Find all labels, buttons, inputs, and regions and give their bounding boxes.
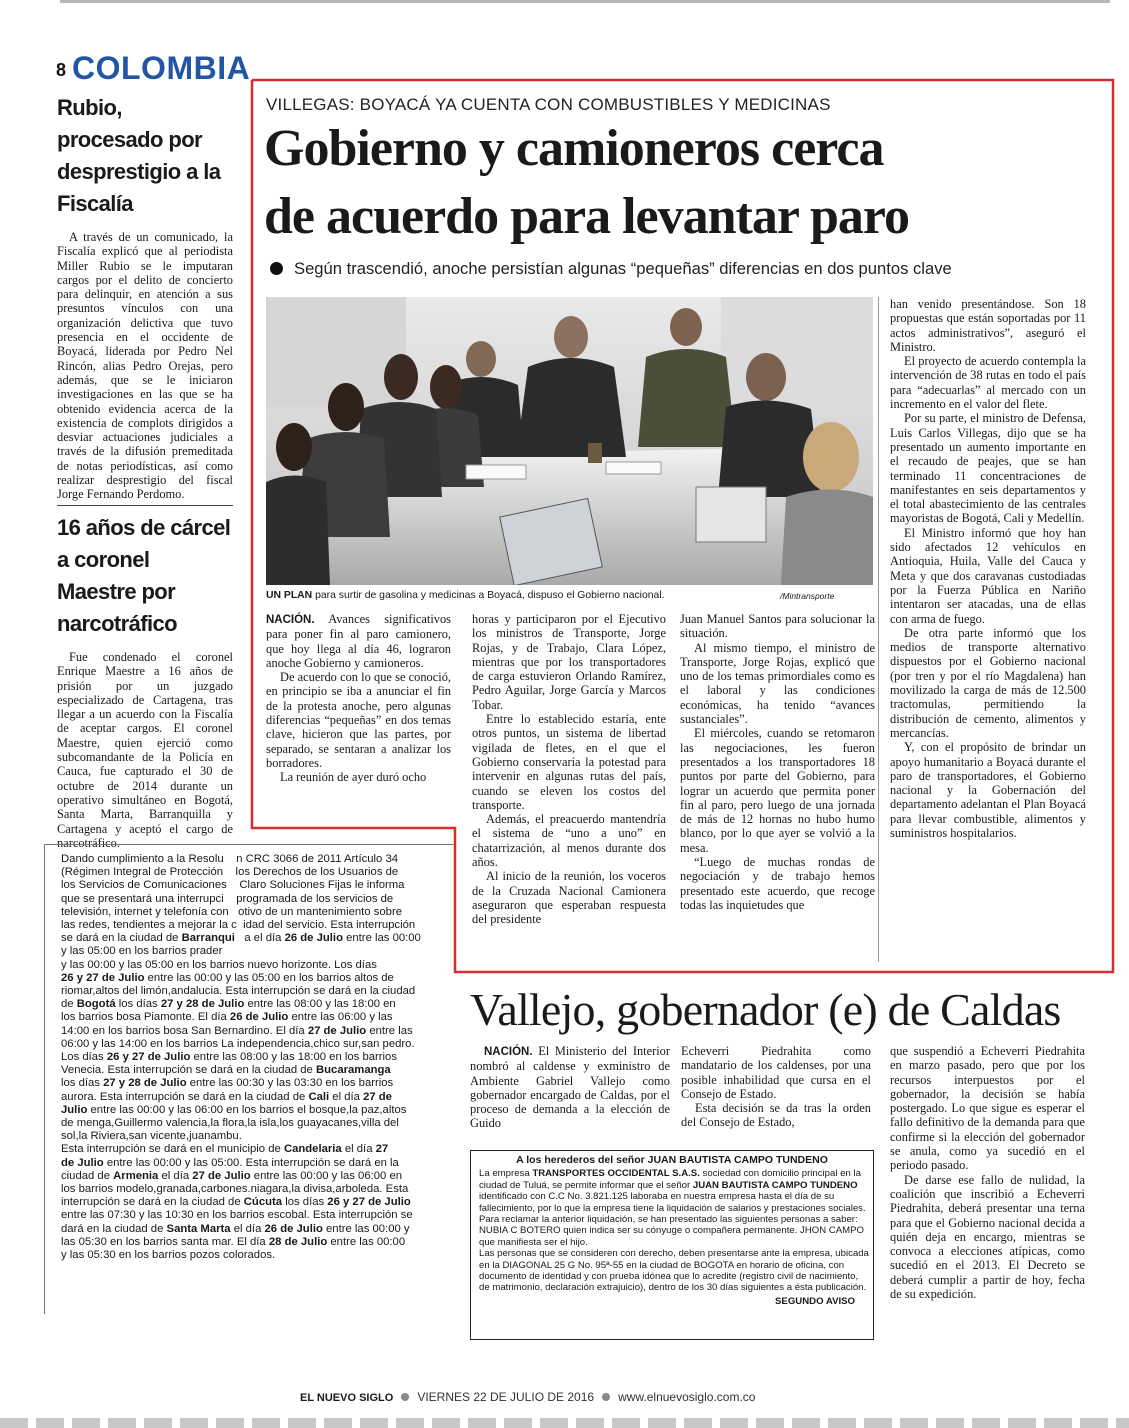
paragraph: El Ministro informó que hoy han sido afectados 12 vehículos en Antioquia, Huila, Valle del Cauca y Meta y que dos caravanas custodiadas por la Fuerza Pública en Nariño intentaron ser atacadas, una de ellas con arma de fuego. xyxy=(890,525,1086,626)
notice-claro-lines xyxy=(61,853,448,1262)
notice-line: aurora. Esta interrupción se dará en la ciudad de Cali el día 27 de xyxy=(61,1090,392,1103)
main-col1-p2: De acuerdo con lo que se conoció, en principio se iba a anunciar el fin de la protesta anoche, pero algunas diferencias “pequeñas” en dos temas clave, hicieron que las partes, por separado, se sentaran a analizar los borradores. xyxy=(266,670,451,770)
main-kicker: VILLEGAS: BOYACÁ YA CUENTA CON COMBUSTIBLES Y MEDICINAS xyxy=(266,95,831,114)
notice-line: y las 05:30 en los barrios pozos colorados. xyxy=(61,1249,276,1262)
paragraph: Al mismo tiempo, el ministro de Transporte, Jorge Rojas, explicó que uno de los temas primordiales como es el laboral y las condiciones económicas, ha tenido “avances sustanciales”. xyxy=(680,640,875,727)
paragraph: De darse ese fallo de nulidad, la coalición que inscribió a Echeverri Piedrahita, deberá presentar una terna para que el Gobierno nacional decida a quién deja en encargo, mientras se convoca a elecciones atípicas, como sucedió en el 2013. El Decreto se deberá cumplir a partir de hoy, fecha de su expedición. xyxy=(890,1172,1085,1302)
story-maestre-body: Fue condenado el coronel Enrique Maestre a 16 años de prisión por un juzgado especializado de Cartagena, tras llegar a un acuerdo con la Fiscalía de aceptar cargos. El coronel Maestre, quien ejerció como subcomandante de la Policía en Cauca, fue capturado el 30 de octubre de 2014 durante un operativo simultáneo en Bogotá, Santa Marta, Barranquilla y Cartagena y aceptó el cargo de narcotráfico. xyxy=(57,650,233,850)
footer-dot-icon-2 xyxy=(602,1393,610,1401)
notice-claro xyxy=(44,844,454,1314)
bottom-strip xyxy=(0,1418,1129,1428)
notice-line: interrupción se dará en la ciudad de Cúcuta los días 26 y 27 de Julio xyxy=(61,1196,411,1209)
notice-line: los Servicios de Comunicaciones Claro Soluciones Fijas le informa xyxy=(61,879,405,892)
notice-line: Las personas que se consideren con derecho, deben presentarse ante la empresa, ubicada xyxy=(479,1248,869,1260)
notice-line: se dará en la ciudad de Barranqui a el día 26 de Julio entre las 00:00 xyxy=(61,932,421,945)
notice-line: La empresa TRANSPORTES OCCIDENTAL S.A.S. sociedad con domicilio principal en la xyxy=(479,1168,861,1180)
notice-line: documento de identidad y con prueba idónea que lo acredite (registro civil de nacimiento, xyxy=(479,1271,859,1283)
notice-line: 06:00 y las 14:00 en los barrios La independencia,chico sur,san pedro. xyxy=(61,1037,415,1050)
notice-line: (Régimen Integral de Protección los Derechos de los Usuarios de xyxy=(61,866,399,879)
notice-heirs-title: A los herederos del señor JUAN BAUTISTA CAMPO TUNDENO xyxy=(516,1154,828,1166)
notice-line: en la DIAGONAL 25 G No. 95ª-55 en la ciudad de BOGOTA en horario de oficina, con xyxy=(479,1259,845,1271)
footer-url: www.elnuevosiglo.com.co xyxy=(618,1390,756,1404)
footer xyxy=(300,1390,1000,1408)
main-headline-line2: de acuerdo para levantar paro xyxy=(264,188,910,245)
paragraph: Esta decisión se da tras la orden del Consejo de Estado, xyxy=(681,1101,871,1130)
section-title: COLOMBIA xyxy=(72,50,251,86)
main-col-1 xyxy=(266,612,451,785)
notice-line: entre las 07:30 y las 10:30 en los barrios escobal. Esta interrupción se xyxy=(61,1209,413,1222)
notice-line: sol,la Riviera,san vicente,juanambu. xyxy=(61,1130,242,1143)
main-col-4 xyxy=(890,297,1086,840)
main-col-2 xyxy=(472,612,666,927)
paragraph: “Luego de muchas rondas de negociación y de trabajo hemos presentado este acuerdo, que recoge todas las inquietudes que xyxy=(680,855,875,912)
notice-line: de menga,Guillermo valencia,la flora,la isla,los guayacanes,villa del xyxy=(61,1117,399,1130)
caption-text: para surtir de gasolina y medicinas a Boyacá, dispuso el Gobierno nacional. xyxy=(315,590,665,601)
paragraph: Por su parte, el ministro de Defensa, Luis Carlos Villegas, dijo que se ha presentado un aumento importante en el recaudo de peajes, que se han terminado 11 concentraciones de manifestantes en seis departamentos y el total abastecimiento de las centrales mayoristas de Bogotá, Cali y Medellín. xyxy=(890,411,1086,526)
notice-line: 14:00 en los barrios bosa San Bernardino. El día 27 de Julio entre las xyxy=(61,1024,413,1037)
footer-date: VIERNES 22 DE JULIO DE 2016 xyxy=(417,1390,595,1404)
meeting-photo xyxy=(266,297,873,585)
notice-line: identificado con C.C No. 3.821.125 laboraba en nuestra empresa hasta el día de su xyxy=(479,1191,835,1203)
main-deck: Según trascendió, anoche persistían algunas “pequeñas” diferencias en dos puntos clave xyxy=(294,259,952,278)
main-col1-p3: La reunión de ayer duró ocho xyxy=(280,770,427,785)
paragraph: De otra parte informó que los medios de transporte alternativo dispuestos por el Gobierno nacional (por tren y por el río Magdalena) han movilizado la carga de más de 12.500 tractomulas, permitiendo la distribución de cemento, alimentos y mercancías. xyxy=(890,625,1086,740)
notice-line: dará en la ciudad de Santa Marta el día 26 de Julio entre las 00:00 y xyxy=(61,1222,410,1235)
photo-caption xyxy=(266,590,786,601)
paragraph: El miércoles, cuando se retomaron las negociaciones, les fueron presentados a los transportadores 18 puntos por parte del Gobierno, para lograr un acuerdo que permita poner fin al paro, pero luego de una jornada de más de 12 hornas no hubo humo blanco, por lo que ayer se volvió a la mesa. xyxy=(680,726,875,855)
second-col-3 xyxy=(890,1044,1085,1301)
main-col1-p1: Avances significativos para poner fin al paro camionero, que hoy llega al día 46, lograron anoche Gobierno y camioneros. xyxy=(266,612,451,670)
notice-line: los días 27 y 28 de Julio entre las 00:30 y las 03:30 en los barrios xyxy=(61,1077,394,1090)
second-headline: Vallejo, gobernador (e) de Caldas xyxy=(470,984,1061,1035)
notice-line: de Bogotá los días 27 y 28 de Julio entre las 08:00 y las 18:00 en xyxy=(61,998,396,1011)
notice-line: que manifiesta ser el hijo. xyxy=(479,1236,588,1248)
footer-brand: EL NUEVO SIGLO xyxy=(300,1392,394,1404)
story-maestre-headline: 16 años de cárcel a coronel Maestre por narcotráfico xyxy=(57,515,231,636)
notice-line: de Julio entre las 00:00 y las 05:00. Esta interrupción se dará en la xyxy=(61,1156,399,1169)
second-col1-text: El Ministerio del Interior nombró al caldense y exministro de Ambiente Gabriel Vallejo como gobernador encargado de Caldas, por el proceso de demanda a la elección de Guido xyxy=(470,1044,670,1131)
notice-line: 26 y 27 de Julio entre las 00:00 y las 05:00 en los barrios altos de xyxy=(61,971,394,984)
notice-line: Dando cumplimiento a la Resolu n CRC 3066 de 2011 Artículo 34 xyxy=(61,853,399,865)
notice-line: fallecimiento, por lo que la empresa tiene la liquidación de salarios y prestaciones sociales. xyxy=(479,1202,866,1214)
notice-line: las 05:30 en los barrios santa mar. El día 28 de Julio entre las 00:00 xyxy=(61,1235,406,1248)
caption-lead: UN PLAN xyxy=(266,590,313,601)
main-headline-line1: Gobierno y camioneros cerca xyxy=(264,120,884,177)
footer-dot-icon xyxy=(401,1393,409,1401)
notice-heirs-lines xyxy=(479,1168,869,1294)
notice-heirs xyxy=(470,1150,874,1340)
notice-line: de matrimonio, declaración extrajuicio), dentro de los 30 días siguientes a ésta publicación. xyxy=(479,1282,867,1294)
paragraph: El proyecto de acuerdo contempla la intervención de 38 rutas en todo el país para “adecuarlas” al mercado con un incremento en el valor del flete. xyxy=(890,354,1086,412)
story-rubio-headline: Rubio, procesado por desprestigio a la Fiscalía xyxy=(57,95,221,216)
notice-line: Julio entre las 00:00 y las 06:00 en los barrios el bosque,la paz,altos xyxy=(61,1103,407,1116)
notice-line: y las 00:00 y las 05:00 en los barrios nuevo horizonte. Los días xyxy=(61,958,377,971)
paragraph: Juan Manuel Santos para solucionar la situación. xyxy=(680,612,875,641)
second-col-2 xyxy=(681,1044,871,1130)
main-col-3 xyxy=(680,612,875,912)
notice-line: Venecia. Esta interrupción se dará en la ciudad de Bucaramanga xyxy=(61,1064,391,1077)
paragraph: Al inicio de la reunión, los voceros de la Cruzada Nacional Camionera aseguraron que esperaban respuesta del presidente xyxy=(472,869,666,927)
notice-line: los barrios bosa Piamonte. El día 26 de Julio entre las 06:00 y las xyxy=(61,1011,393,1024)
notice-line: riomar,altos del limón,andalucia. Esta interrupción se dará en la ciudad xyxy=(61,985,416,998)
notice-line: ciudad de Armenia el día 27 de Julio entre las 00:00 y las 06:00 en xyxy=(61,1169,403,1182)
page-number: 8 xyxy=(56,60,66,80)
paragraph: Además, el preacuerdo mantendría el sistema de “uno a uno” en chatarrización, al menos durante dos años. xyxy=(472,812,666,870)
notice-line: Los días 26 y 27 de Julio entre las 08:00 y las 18:00 en los barrios xyxy=(61,1051,397,1064)
notice-line: que se presentará una interrupci programada de los servicios de xyxy=(61,892,394,905)
paragraph: Y, con el propósito de brindar un apoyo humanitario a Boyacá durante el paro de transportadores, el Gobierno nacional y la Gobernación del departamento adelantan el Plan Boyacá para llevar combustible, alimentos y suministros hospitalarios. xyxy=(890,740,1086,840)
paragraph: Entre lo establecido estaría, ente otros puntos, un sistema de libertad vigilada de fletes, en el que el Gobierno conservaría la potestad para intervenir en algunas rutas del país, cuando se eleven los costos del transporte. xyxy=(472,712,666,812)
paragraph: que suspendió a Echeverri Piedrahita en marzo pasado, pero que por los recursos interpuestos por el gobernador, la decisión se había postergado. Lo que sigue es esperar el fallo definitivo de la demanda para que confirme si la elección del gobernador se anula, como ya sucedió en el periodo pasado. xyxy=(890,1044,1085,1173)
notice-heirs-footer: SEGUNDO AVISO xyxy=(775,1295,855,1307)
photo-credit: /Mintransporte xyxy=(780,591,835,601)
story-rubio-body: A través de un comunicado, la Fiscalía explicó que al periodista Miller Rubio se le imputaran cargos por el delito de concierto para delinquir, en atención a sus presuntos vínculos con una organización delictiva que tuvo presencia en el occidente de Boyacá, liderada por Pedro Nel Rincón, alias Pedro Orejas, pero además, que se le iniciaron investigaciones en las que se ha obtenido evidencia acerca de la existencia de complots dirigidos a desviar actuaciones judiciales a través de la difusión premeditada de notas periodísticas, así como realizar desprestigio del fiscal Jorge Fernando Perdomo. xyxy=(57,230,233,502)
second-dateline: NACIÓN. xyxy=(484,1046,533,1058)
paragraph: han venido presentándose. Son 18 propuestas que están soportadas por 11 actos administrativos”, aseguró el Ministro. xyxy=(890,297,1086,354)
col-rule xyxy=(878,297,879,962)
second-col-1 xyxy=(470,1044,670,1131)
notice-line: NUBIA C BOTERO quien indica ser su cónyuge o compañera permanente. JHON CAMPO xyxy=(479,1225,864,1237)
notice-line: Esta interrupción se dará en el municipio de Candelaria el día 27 xyxy=(61,1143,389,1156)
notice-line: Para reclamar la anterior liquidación, se han presentado las siguientes personas a saber: xyxy=(479,1214,858,1226)
notice-line: ciudad de Tuluá, se permite informar que el señor JUAN BAUTISTA CAMPO TUNDENO xyxy=(479,1179,858,1191)
notice-line: las redes, tendientes a mejorar la c idad del servicio. Esta interrupción xyxy=(61,919,416,932)
paragraph: horas y participaron por el Ejecutivo los ministros de Transporte, Jorge Rojas, y de Trabajo, Clara López, mientras que por los transportadores de carga estuvieron Orlando Ramírez, Pedro Aguilar, Jorge García y Marcos Tobar. xyxy=(472,612,666,712)
notice-line: televisión, internet y telefonía con otivo de un mantenimiento sobre xyxy=(61,905,402,918)
notice-line: y las 05:00 en los barrios prader xyxy=(61,945,223,958)
paragraph: Echeverri Piedrahita como mandatario de los caldenses, por una posible inhabilidad que cursa en el Consejo de Estado. xyxy=(681,1044,871,1101)
bullet-icon xyxy=(270,262,283,275)
main-dateline: NACIÓN. xyxy=(266,614,315,626)
notice-line: los barrios modelo,granada,carbones.niagara,la divisa,arboleda. Esta xyxy=(61,1183,409,1196)
